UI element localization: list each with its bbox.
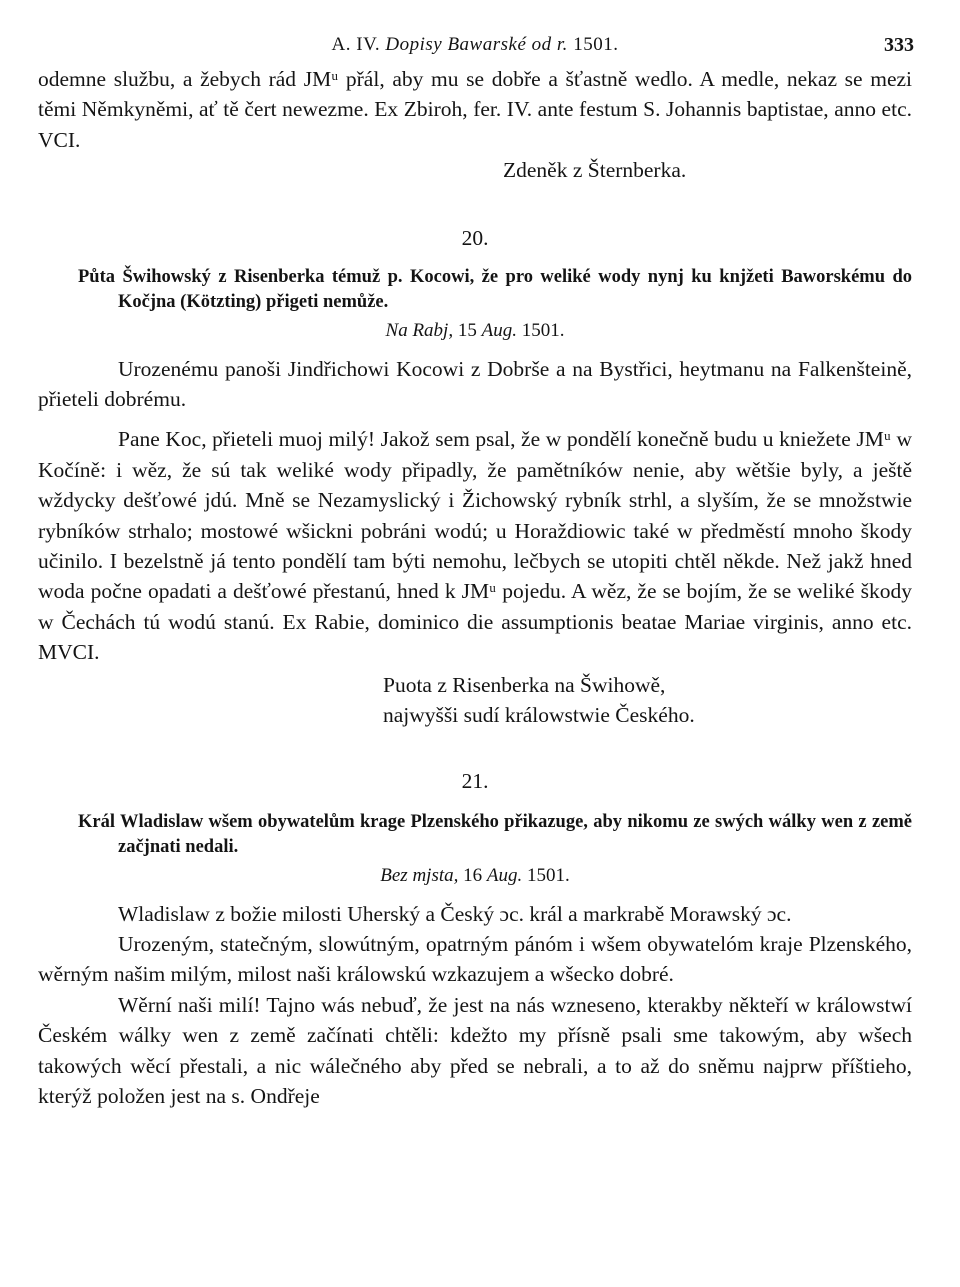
intro-text: odemne službu, a žebych rád JMᵘ přál, aby mu se dobře a šťastně wedlo. A medle, nekaz se mezi těmi Němkyněmi, ať tě čert newezme. Ex Zbiroh, fer. IV. ante festum S. Johannis baptistae, anno etc. VCI. <box>38 67 912 152</box>
running-title <box>38 34 912 56</box>
doc21-day: 16 <box>463 864 483 886</box>
doc21-regest: Král Wladislaw wšem obywatelům krage Plzenského přikazuge, aby nikomu ze swých wálky wen z země začjnati nedali. <box>78 811 912 857</box>
running-header <box>38 34 912 62</box>
doc21-month: Aug. <box>486 864 523 886</box>
doc20-address: Urozenému panoši Jindřichowi Kocowi z Dobrše a na Bystřici, heytmanu na Falkenšteině, přieteli dobrému. <box>38 356 912 412</box>
doc20-signature-line2: najwyšši sudí králowstwie Českého. <box>383 703 695 728</box>
doc21-salutation: Urozeným, statečným, slowútným, opatrným pánóm i wšem obywatelóm kraje Plzenského, wěrným našim milým, milost naši králowskú wzkazujem a wšecko dobré. <box>38 931 912 987</box>
document-page <box>38 34 912 1111</box>
doc21-intitulatio: Wladislaw z božie milosti Uherský a Český ɔc. král a markrabě Morawský ɔc. <box>118 901 792 926</box>
doc21-year: 1501. <box>526 864 570 886</box>
doc20-regest: Půta Šwihowský z Risenberka témuž p. Kocowi, že pro weliké wody nynj ku knjžeti Baworskému do Kočjna (Kötzting) přigeti nemůže. <box>78 266 912 313</box>
doc21-body: Wěrní naši milí! Tajno wás nebuď, že jest na nás wzneseno, kterakby někteří w králowstwí Českém wálky wen z země začínati chtěli: kdežto my přísně psali sme takowým, aby wšech takowých wěcí přestali, a nic wálečného aby před se nebrali, a to až do sněmu najprw příštieho, kterýž položen jest na s. Ondřeje <box>38 992 912 1108</box>
doc20-year: 1501. <box>521 319 565 341</box>
doc20-body: Pane Koc, přieteli muoj milý! Jakož sem psal, že w pondělí konečně budu u kniežete JMᵘ w Kočíně: i wěz, že sú tak weliké wody připadly, že pamětníków nenie, aby wětšie byly, a ještě wždycky dešťowé jdú. Mně se Nezamyslický i Žichowský rybník strhl, a slyším, že se množstwie rybníków strhalo; mostowé wšickni pobráni wodú; u Horaždiowic také w předměstí mnoho škody učinilo. I bezelstně já tento pondělí tam býti nemohu, lečbych se utopiti chtěl někde. Než jakž hned woda počne opadati a dešťowé přestanú, hned k JMᵘ pojedu. A wěz, že se bojím, že se weliké škody w Čechách tú wodú stanú. Ex Rabie, dominico die assumptionis beatae Mariae virginis, anno etc. MVCI. <box>38 427 912 665</box>
doc21-place: Bez mjsta, <box>380 864 459 886</box>
doc20-dateline <box>38 320 912 342</box>
intro-signature: Zdeněk z Šternberka. <box>503 158 687 183</box>
page-number: 333 <box>884 34 914 56</box>
running-title-text: Dopisy Bawarské od r. <box>385 34 568 55</box>
running-prefix: A. IV. <box>331 34 381 55</box>
running-year: 1501. <box>573 34 619 55</box>
doc21-number: 21. <box>461 768 489 793</box>
doc20-month: Aug. <box>481 319 517 341</box>
doc20-day: 15 <box>457 319 477 341</box>
doc20-signature-line1: Puota z Risenberka na Šwihowě, <box>383 672 666 697</box>
doc20-place: Na Rabj, <box>385 319 454 341</box>
doc21-dateline <box>38 865 912 887</box>
doc20-number: 20. <box>461 225 489 250</box>
